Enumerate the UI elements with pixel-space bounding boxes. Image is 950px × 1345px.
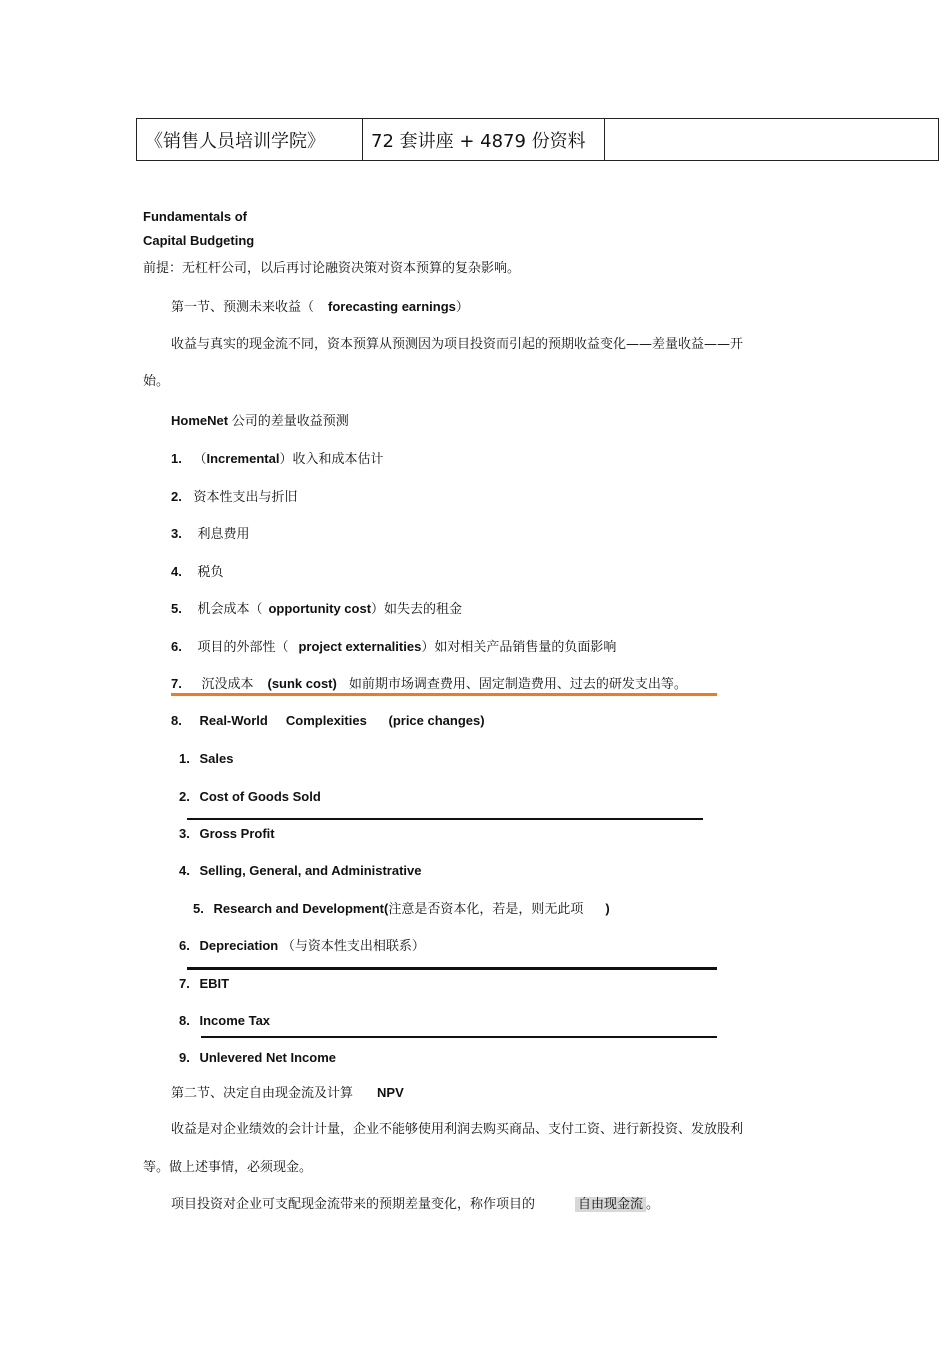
homenet-heading [171, 413, 349, 430]
orange-underline [171, 693, 717, 696]
income-item [179, 1050, 336, 1066]
section2-para-line1: 收益是对企业绩效的会计计量，企业不能够使用利润去购买商品、支付工资、进行新投资、发放股利 [171, 1122, 744, 1137]
list-item [171, 451, 383, 468]
income-item-label: Selling, General, and Administrative [199, 863, 422, 878]
homenet-name: HomeNet [171, 413, 229, 428]
list-item [171, 564, 223, 581]
list-item-pre: 沉没成本 [201, 677, 254, 692]
list-item-pre: （ [193, 452, 207, 467]
section1-heading-cn: 第一节、预测未来收益（ [171, 300, 315, 315]
income-item-note: 注意是否资本化，若是，则无此项 [388, 902, 584, 917]
list-item [171, 601, 462, 618]
section1-heading-en: forecasting earnings [328, 299, 456, 314]
list-item [171, 526, 249, 543]
section1-heading-close: ） [455, 300, 469, 315]
list-item [171, 676, 687, 693]
section2-heading-en: NPV [377, 1085, 404, 1100]
list-item-en: (sunk cost) [267, 676, 337, 691]
list-item-pre: 资本性支出与折旧 [193, 490, 298, 505]
divider-line [187, 818, 703, 820]
list-item-pre: 利息费用 [197, 527, 250, 542]
income-item-number: 5. [193, 901, 204, 916]
list-item-pre: 机会成本（ [197, 602, 263, 617]
section2-para2 [171, 1197, 659, 1213]
highlighted-term: 自由现金流 [575, 1197, 646, 1212]
income-item [179, 938, 425, 955]
section2-heading [171, 1085, 404, 1102]
list-item-post: ）收入和成本估计 [279, 452, 384, 467]
list-item-number: 1. [171, 451, 182, 466]
doc-title-line2: Capital Budgeting [143, 233, 255, 248]
income-item-number: 1. [179, 751, 190, 766]
income-item-label: Gross Profit [199, 826, 275, 841]
section1-para-line2: 始。 [143, 374, 170, 389]
list-item-number: 8. [171, 713, 182, 728]
list-item-pre: 项目的外部性（ [197, 640, 289, 655]
list-item-number: 7. [171, 676, 182, 691]
section2-para2-end: 。 [646, 1197, 660, 1212]
income-item [179, 863, 422, 879]
list-item-number: 2. [171, 489, 182, 504]
header-cell-empty [605, 119, 939, 161]
income-item-number: 9. [179, 1050, 190, 1065]
income-item-label: Sales [199, 751, 234, 766]
income-item-label: Research and Development( [213, 901, 389, 916]
income-item-number: 6. [179, 938, 190, 953]
divider-line [187, 967, 717, 970]
premise-text: 前提：无杠杆公司，以后再讨论融资决策对资本预算的复杂影响。 [143, 261, 521, 276]
section2-heading-cn: 第二节、决定自由现金流及计算 [171, 1086, 354, 1101]
section1-para-line1: 收益与真实的现金流不同，资本预算从预测因为项目投资而引起的预期收益变化——差量收益——开 [171, 337, 744, 352]
income-item-number: 3. [179, 826, 190, 841]
income-item-close: ) [605, 901, 610, 916]
list-item-number: 3. [171, 526, 182, 541]
income-item [179, 826, 275, 842]
list-item [171, 489, 297, 506]
header-cell-title: 《销售人员培训学院》 [137, 119, 363, 161]
income-item [179, 789, 321, 805]
income-item-label: Depreciation [199, 938, 279, 953]
list-item-pre: 税负 [197, 565, 224, 580]
section2-para-line2: 等。做上述事情，必须现金。 [143, 1160, 313, 1175]
income-item-label: Cost of Goods Sold [199, 789, 321, 804]
section1-heading [171, 299, 469, 316]
income-item [179, 1013, 270, 1029]
income-item-number: 4. [179, 863, 190, 878]
header-cell-resources: 72 套讲座 + 4879 份资料 [363, 119, 605, 161]
doc-title-line1: Fundamentals of [143, 209, 248, 224]
header-table [136, 118, 939, 161]
homenet-desc: 公司的差量收益预测 [231, 414, 349, 429]
list-item-number: 5. [171, 601, 182, 616]
income-item-number: 7. [179, 976, 190, 991]
income-item-number: 8. [179, 1013, 190, 1028]
list-item-en: Real-World Complexities (price changes) [199, 713, 485, 728]
list-item-post: ）如失去的租金 [371, 602, 463, 617]
income-item [193, 901, 610, 918]
list-item-number: 6. [171, 639, 182, 654]
income-item-label: Unlevered Net Income [199, 1050, 337, 1065]
income-item-number: 2. [179, 789, 190, 804]
divider-line [201, 1036, 717, 1038]
list-item-en: opportunity cost [268, 601, 372, 616]
header-row [137, 119, 939, 161]
income-item-note: （与资本性支出相联系） [281, 939, 425, 954]
list-item [171, 713, 485, 729]
list-item-en: project externalities [298, 639, 422, 654]
income-item-label: EBIT [199, 976, 230, 991]
list-item [171, 639, 616, 656]
list-item-post: 如前期市场调查费用、固定制造费用、过去的研发支出等。 [348, 677, 687, 692]
list-item-en: Incremental [206, 451, 280, 466]
section2-para2-text: 项目投资对企业可支配现金流带来的预期差量变化，称作项目的 [171, 1197, 536, 1212]
list-item-number: 4. [171, 564, 182, 579]
income-item-label: Income Tax [199, 1013, 271, 1028]
list-item-post: ）如对相关产品销售量的负面影响 [421, 640, 617, 655]
income-item [179, 751, 233, 767]
income-item [179, 976, 229, 992]
